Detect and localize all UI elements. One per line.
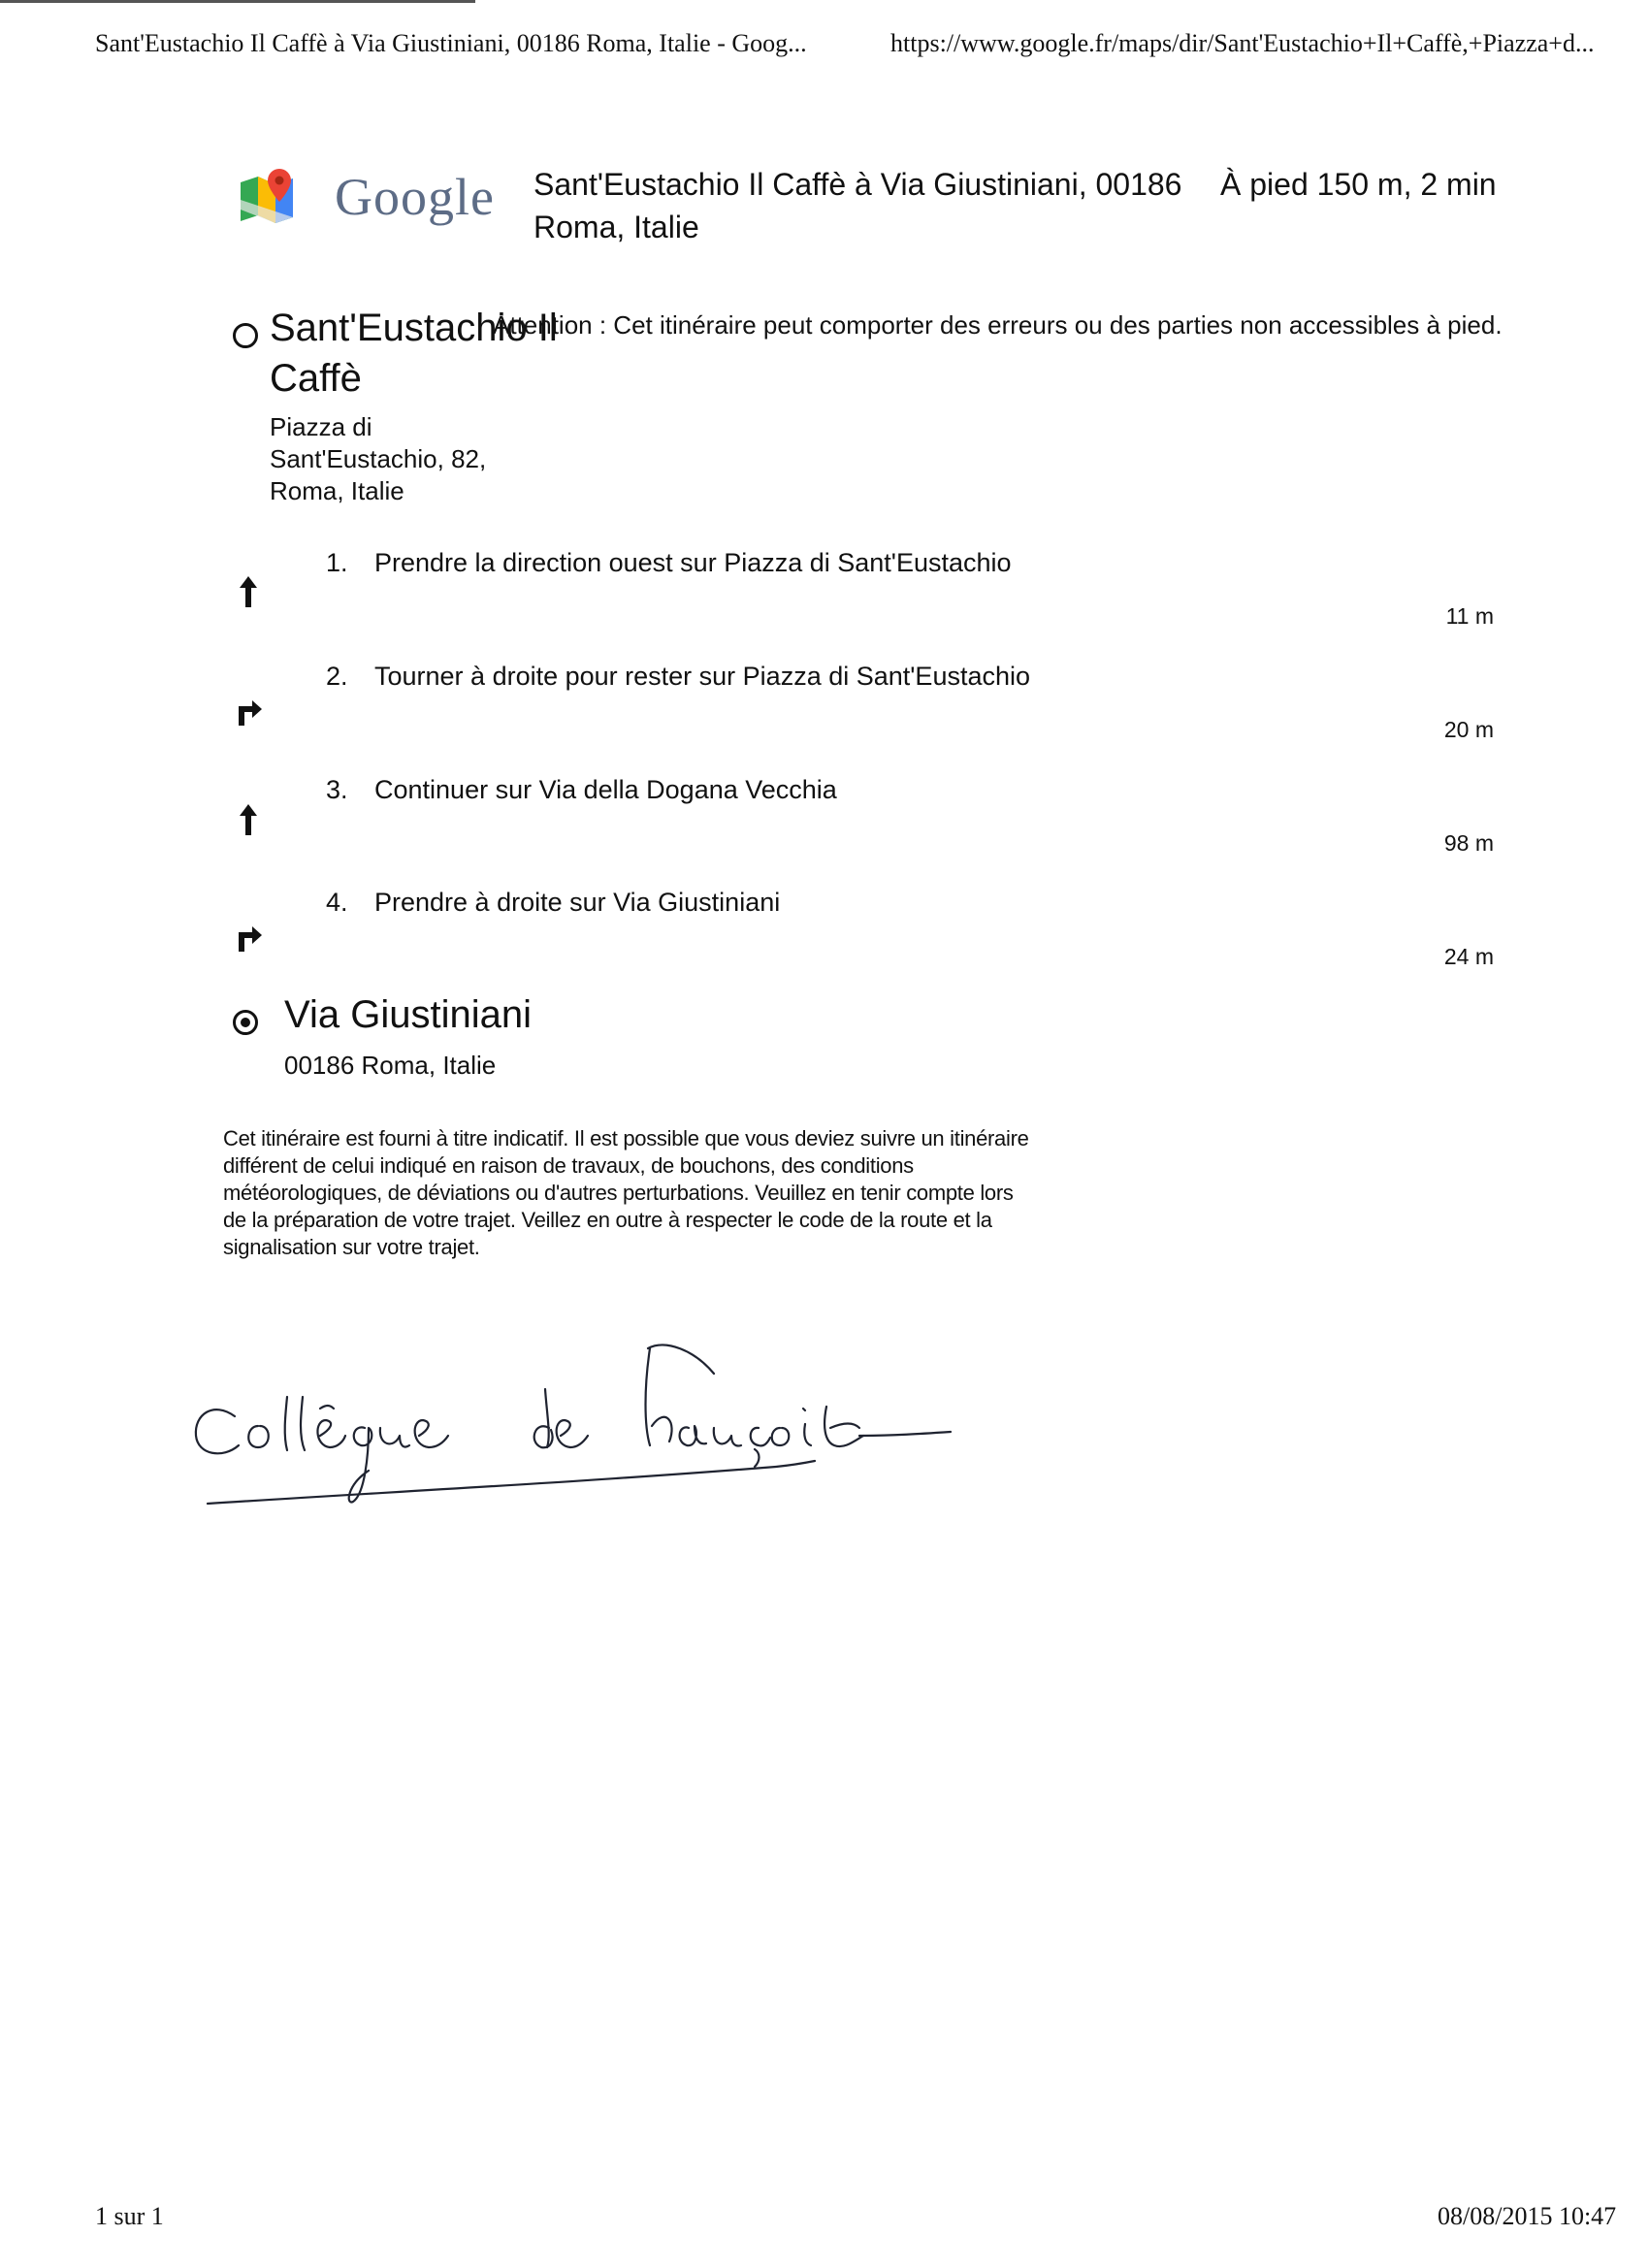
step-2-text xyxy=(326,662,1030,692)
step-4-distance: 24 m xyxy=(1443,944,1494,969)
google-wordmark: Google xyxy=(335,168,495,226)
destination-name: Via Giustiniani xyxy=(284,993,532,1036)
arrow-up-icon xyxy=(231,572,266,611)
step-number: 2. xyxy=(326,662,348,691)
step-instruction: Tourner à droite pour rester sur Piazza di Sant'Eustachio xyxy=(374,662,1031,691)
origin-address-line: Sant'Eustachio, 82, xyxy=(270,444,487,473)
print-footer-page-count: 1 sur 1 xyxy=(95,2202,164,2230)
destination-target-icon xyxy=(233,1010,258,1035)
step-number: 1. xyxy=(326,548,348,577)
step-1-text xyxy=(326,548,1012,578)
step-instruction: Continuer sur Via della Dogana Vecchia xyxy=(374,775,837,804)
warning-text: Attention : Cet itinéraire peut comporter des erreurs ou des parties non accessibles à pied. xyxy=(493,310,1503,340)
step-1-distance: 11 m xyxy=(1445,603,1494,629)
route-title: Sant'Eustachio Il Caffè à Via Giustiniani, 00186 Roma, Italie xyxy=(534,167,1182,244)
turn-right-icon xyxy=(231,691,266,729)
handwritten-signature xyxy=(175,1300,970,1552)
print-header-title: Sant'Eustachio Il Caffè à Via Giustiniani, 00186 Roma, Italie - Goog... xyxy=(95,29,807,57)
google-maps-icon xyxy=(237,165,299,227)
destination-address: 00186 Roma, Italie xyxy=(284,1051,497,1080)
origin-address-line: Roma, Italie xyxy=(270,476,404,505)
origin-circle-icon xyxy=(233,323,258,348)
arrow-up-icon xyxy=(231,800,266,839)
step-instruction: Prendre la direction ouest sur Piazza di Sant'Eustachio xyxy=(374,548,1012,577)
origin-address xyxy=(270,411,541,507)
origin-address-line: Piazza di xyxy=(270,412,372,441)
step-3-distance: 98 m xyxy=(1443,830,1494,856)
step-number: 3. xyxy=(326,775,348,804)
step-2-distance: 20 m xyxy=(1443,717,1494,742)
step-4-text xyxy=(326,888,780,918)
step-instruction: Prendre à droite sur Via Giustiniani xyxy=(374,888,781,917)
step-3-text xyxy=(326,775,837,805)
turn-right-icon xyxy=(231,917,266,956)
scan-top-rule xyxy=(0,0,475,3)
disclaimer-text: Cet itinéraire est fourni à titre indicatif. Il est possible que vous deviez suivre un itinéraire différent de celui indiqué en raison de travaux, de bouchons, des conditions météorologiques, de déviations ou d'autres perturbations. Veuillez en tenir compte lors de la préparation de votre trajet. Veillez en outre à respecter le code de la route et la signalisation sur votre trajet. xyxy=(223,1126,1029,1259)
origin-name: Sant'Eustachio Il Caffè xyxy=(270,307,558,400)
print-header-url[interactable]: https://www.google.fr/maps/dir/Sant'Eustachio+Il+Caffè,+Piazza+d... xyxy=(890,29,1595,57)
print-footer-datetime: 08/08/2015 10:47 xyxy=(1438,2202,1617,2230)
step-number: 4. xyxy=(326,888,348,917)
route-summary: À pied 150 m, 2 min xyxy=(1220,167,1497,202)
